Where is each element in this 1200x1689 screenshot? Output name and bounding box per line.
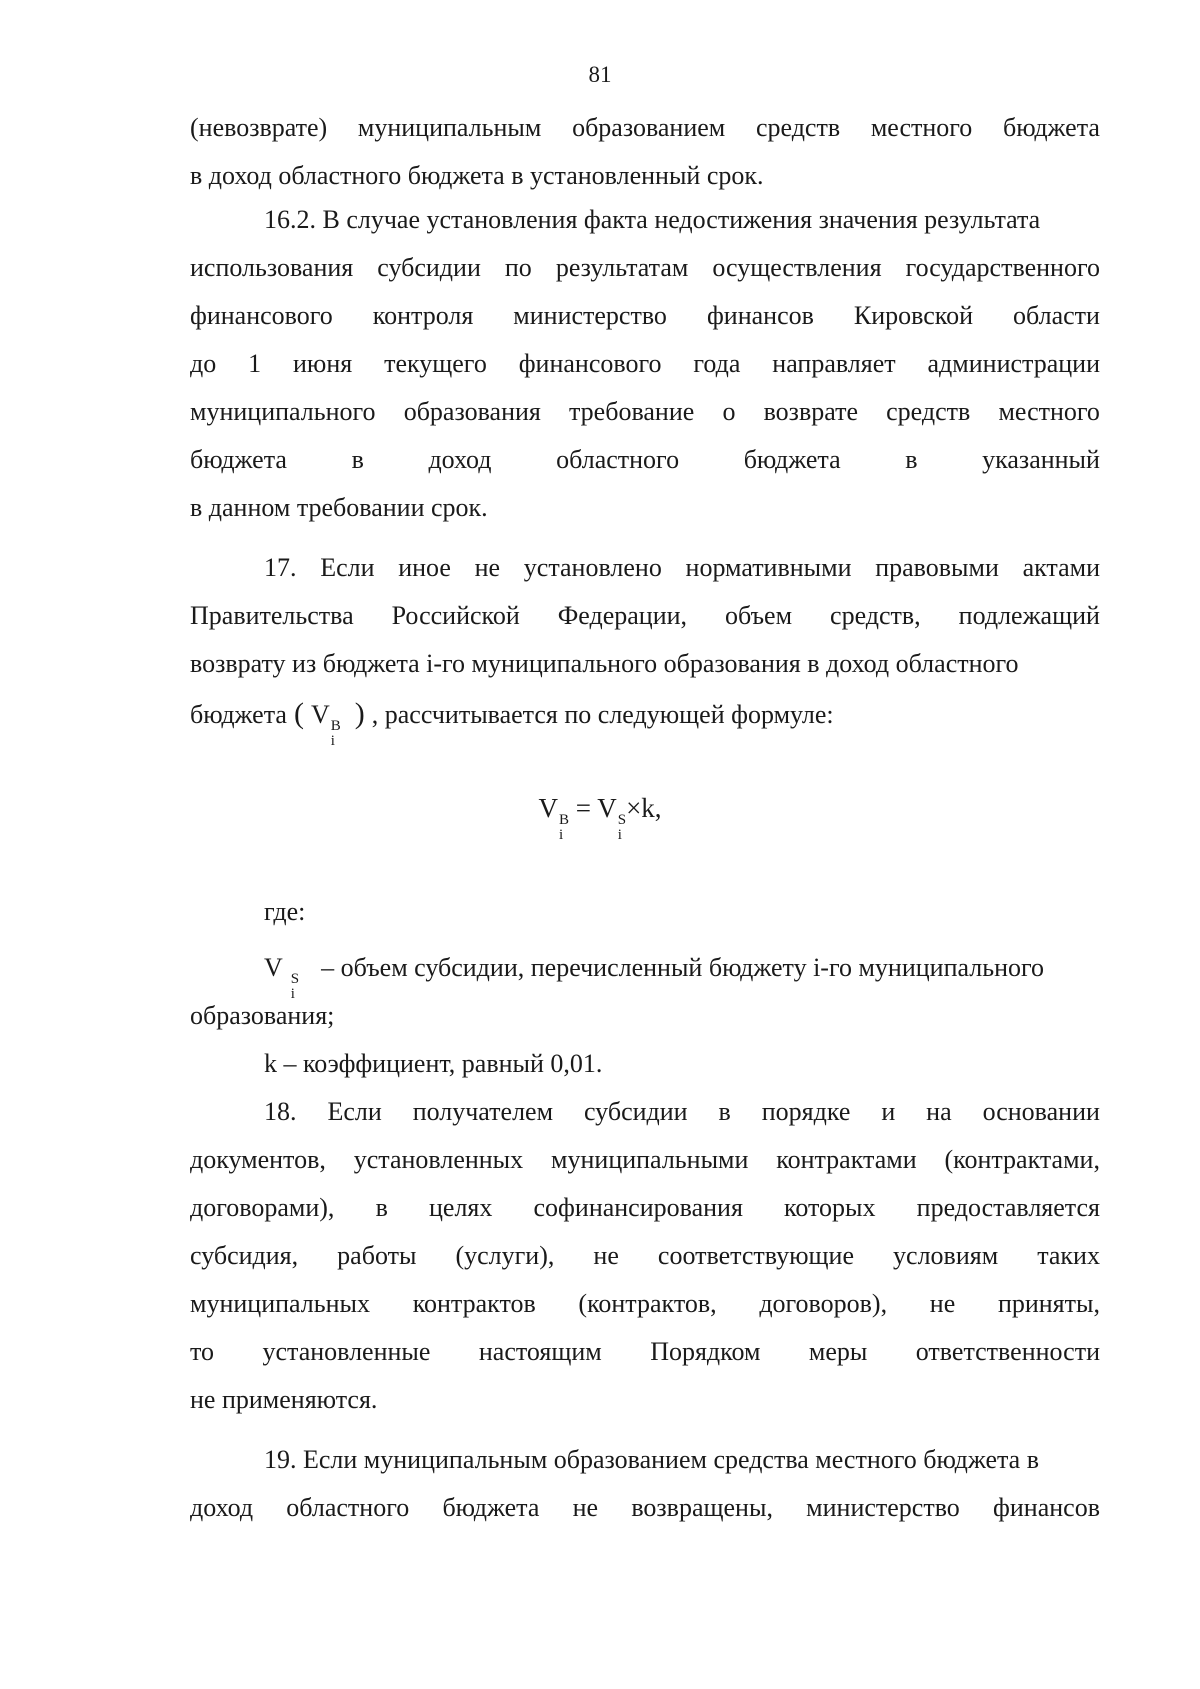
paragraph-16-2	[190, 196, 1100, 532]
text-line: финансового контроля министерство финансов Кировской области	[190, 301, 1100, 330]
text-line: 18. Если получателем субсидии в порядке и на основании	[264, 1097, 1100, 1126]
paragraph-17	[190, 544, 1100, 749]
text-line: использования субсидии по результатам осуществления государственного	[190, 253, 1100, 282]
where-label: где:	[264, 897, 306, 926]
page-number: 81	[588, 62, 612, 87]
paragraph-continuation	[190, 104, 1100, 200]
text-line: не применяются.	[190, 1385, 378, 1414]
text-line: до 1 июня текущего финансового года направляет администрации	[190, 349, 1100, 378]
inline-formula-vs: V S i	[264, 953, 300, 1002]
text-line: 19. Если муниципальным образованием средства местного бюджета в	[264, 1445, 1039, 1474]
text-line: бюджета ( V В i ) , рассчитывается по следующей формуле:	[190, 688, 1100, 740]
where-block	[190, 888, 1100, 936]
text-line: субсидия, работы (услуги), не соответствующие условиям таких	[190, 1241, 1100, 1270]
text-line: муниципальных контрактов (контрактов, договоров), не приняты,	[190, 1289, 1100, 1318]
text-line: образования;	[190, 1001, 335, 1030]
definition-v	[190, 944, 1100, 1040]
paragraph-19	[190, 1436, 1100, 1532]
text-line: в данном требовании срок.	[190, 493, 488, 522]
text-line: документов, установленных муниципальными контрактами (контрактами,	[190, 1145, 1100, 1174]
text-line: доход областного бюджета не возвращены, министерство финансов	[190, 1493, 1100, 1522]
text-line: 17. Если иное не установлено нормативными правовыми актами	[264, 553, 1100, 582]
text-line: k – коэффициент, равный 0,01.	[264, 1049, 603, 1078]
text-line: то установленные настоящим Порядком меры ответственности	[190, 1337, 1100, 1366]
text-line: договорами), в целях софинансирования которых предоставляется	[190, 1193, 1100, 1222]
text-line: в доход областного бюджета в установленный срок.	[190, 161, 764, 190]
inline-formula-vb: ( V В i )	[293, 697, 365, 749]
text-line: бюджета в доход областного бюджета в указанный	[190, 445, 1100, 474]
text-line: муниципального образования требование о возврате средств местного	[190, 397, 1100, 426]
text-line: V S i – объем субсидии, перечисленный бюджету i-го муниципального	[190, 944, 1100, 992]
text-line: (невозврате) муниципальным образованием средств местного бюджета	[190, 113, 1100, 142]
text-line: Правительства Российской Федерации, объем средств, подлежащий	[190, 601, 1100, 630]
formula: V В i = V S i ×k,	[538, 793, 662, 843]
text-line: 16.2. В случае установления факта недостижения значения результата	[264, 205, 1041, 234]
definition-k	[190, 1040, 1100, 1088]
paragraph-18	[190, 1088, 1100, 1424]
text-line: возврату из бюджета i-го муниципального образования в доход областного	[190, 649, 1019, 678]
